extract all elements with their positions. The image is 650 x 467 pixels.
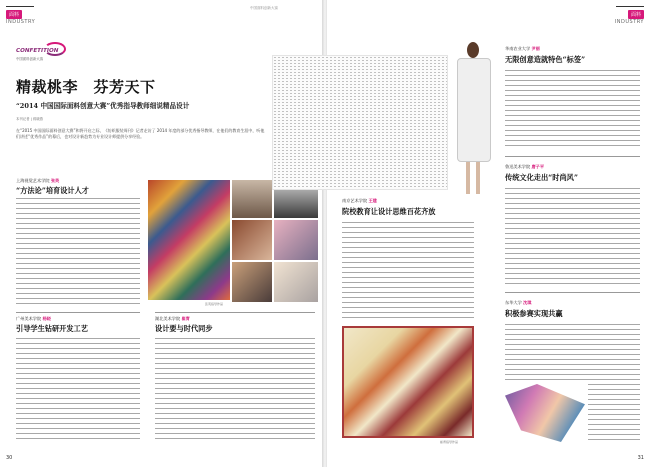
- photo-cell: [232, 180, 272, 218]
- section-title: “方法论”培育设计人才: [16, 186, 89, 195]
- model-legs: [476, 162, 480, 194]
- article-body: [505, 188, 640, 284]
- section-title: 积极参赛实现共赢: [505, 309, 563, 318]
- header-rule-right: [616, 6, 644, 7]
- section-title: 传统文化走出“时尚风”: [505, 173, 578, 182]
- scarf-illustration: [342, 326, 474, 438]
- photo-grid: [232, 180, 318, 302]
- school-label: 南京艺术学院: [342, 198, 368, 203]
- model-coat: [457, 58, 491, 162]
- header-rule-left: [6, 6, 34, 7]
- photo-cell: [232, 220, 272, 260]
- section-title: 引导学生钻研开发工艺: [16, 324, 88, 333]
- section-school: [16, 178, 59, 184]
- section-title: 院校教育让设计思维百花齐放: [342, 207, 436, 216]
- article-body: [588, 384, 640, 442]
- teacher-name: 杨晓: [42, 316, 51, 321]
- article-body: [505, 324, 640, 380]
- artwork-caption: 张英指导作品: [205, 302, 224, 306]
- teacher-name: 崔青: [181, 316, 190, 321]
- section-badge: 面料: [628, 10, 644, 19]
- photo-cell: [274, 262, 318, 302]
- model-head: [467, 42, 479, 58]
- teacher-name: 尹丽: [531, 46, 540, 51]
- page-number: 31: [637, 455, 644, 461]
- artwork-image: [148, 180, 230, 300]
- logo-line1: CONFETITION: [16, 48, 59, 54]
- feature-subtitle: “2014 中国国际面料创意大赛”优秀指导教师细说精品设计: [16, 102, 190, 110]
- model-legs: [466, 162, 470, 194]
- article-body: [342, 222, 474, 322]
- section-divider: [505, 292, 640, 293]
- section-school: [16, 316, 51, 322]
- school-label: 湖北美术学院: [155, 316, 181, 321]
- teacher-name: 王建: [368, 198, 377, 203]
- section-school: [505, 46, 540, 52]
- school-label: 上海视觉艺术学院: [16, 178, 50, 183]
- section-school: [505, 164, 544, 170]
- model-photo: [449, 40, 499, 200]
- school-label: 鲁迅美术学院: [505, 164, 531, 169]
- feature-byline: 本刊记者 | 蒋晓燕: [16, 117, 44, 121]
- section-divider: [505, 156, 640, 157]
- section-school: [155, 316, 190, 322]
- section-school: [342, 198, 377, 204]
- teacher-name: 唐子平: [531, 164, 545, 169]
- section-school: [505, 300, 532, 306]
- competition-logo: [16, 42, 72, 64]
- school-label: 东华大学: [505, 300, 522, 305]
- section-title: 无限创意造就特色“标签”: [505, 55, 586, 64]
- fabric-pattern-image: [272, 55, 448, 190]
- logo-line2: 中国面料创新大赛: [16, 57, 44, 61]
- teacher-name: 张英: [50, 178, 60, 183]
- photo-cell: [232, 262, 272, 302]
- teacher-name: 沈琪: [523, 300, 532, 305]
- magazine-tag: 中国面料创新大赛: [250, 6, 278, 10]
- section-en: INDUSTRY: [614, 19, 644, 25]
- section-divider: [155, 312, 315, 313]
- article-body: [155, 338, 315, 442]
- article-body: [16, 338, 140, 442]
- section-badge: 面料: [6, 10, 22, 19]
- article-body: [16, 198, 140, 308]
- section-en: INDUSTRY: [6, 19, 36, 25]
- page-number: 30: [6, 455, 13, 461]
- school-label: 华南农业大学: [505, 46, 531, 51]
- scarf-caption: 崔青指导作品: [440, 440, 459, 444]
- photo-cell: [274, 220, 318, 260]
- feature-intro: 在“2015 中国国际面料创意大赛”和将开启之际，《纺织服装周刊》记者走访了 2014 年度的部分优秀指导教师，在他们的教育生涯中，听他们讲述“优秀作品”的幕后，也对设计新趋势为专业设计师提供分享经验。: [16, 128, 265, 139]
- school-label: 广州美术学院: [16, 316, 42, 321]
- article-body: [505, 70, 640, 146]
- feature-title: 精裁桃李 芬芳天下: [16, 78, 156, 96]
- section-divider: [16, 312, 140, 313]
- section-title: 设计要与时代同步: [155, 324, 213, 333]
